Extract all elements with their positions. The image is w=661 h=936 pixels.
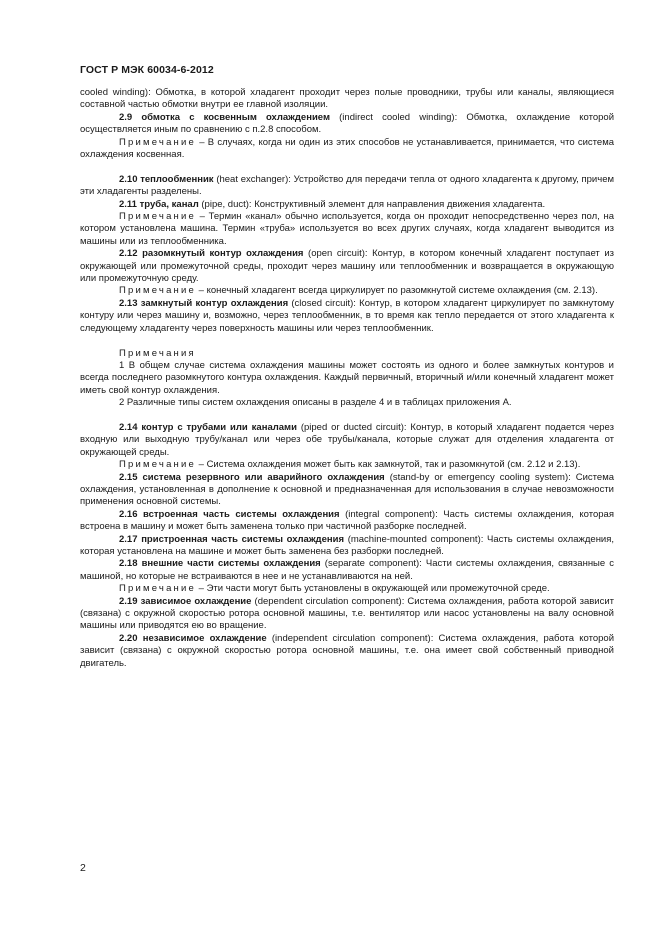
page-header: ГОСТ Р МЭК 60034-6-2012 <box>80 64 214 76</box>
definition-2-9: 2.9 обмотка с косвенным охлаждением (indirect cooled winding): Обмотка, охлаждение которой осуществляется иным по сравнению с п.2.8 способом. <box>80 111 615 136</box>
definition-2-20: 2.20 независимое охлаждение (independent circulation component): Система охлаждения, работа которой зависит (связана) с окружной скоростью ротора основной машины, т.е. она имеет свой собственный приводной двигатель. <box>80 632 615 669</box>
definition-2-19: 2.19 зависимое охлаждение (dependent circulation component): Система охлаждения, работа которой зависит (связана) с окружной скоростью ротора основной машины, т.е. вентилятор или насос установлены на валу основной машины или приводятся ею во вращение. <box>80 595 615 632</box>
term: система резервного или аварийного охлаждения <box>142 471 385 483</box>
term: контур с трубами или каналами <box>141 421 297 433</box>
note-item-1: 1 В общем случае система охлаждения машины может состоять из одного и более замкнутых контуров и всегда последнего разомкнутого контура охлаждения. Каждый первичный, вторичный и/или конечный хладагент может иметь свой контур охлаждения. <box>80 359 614 396</box>
document-body <box>80 87 614 670</box>
definition-2-16: 2.16 встроенная часть системы охлаждения (integral component): Часть системы охлаждения, которая встроена в машину и может быть заменена только при частичной разборке последней. <box>80 508 614 533</box>
definition-2-18: 2.18 внешние части системы охлаждения (separate component): Части системы охлаждения, связанные с машиной, но которые не встраиваются в нее и не устанавливаются на ней. <box>80 558 614 582</box>
term: зависимое охлаждение <box>140 595 252 607</box>
definition-2-11: 2.11 труба, канал (pipe, duct): Конструктивный элемент для направления движения хладагента. <box>119 198 546 210</box>
notes-heading: Примечания <box>119 347 196 359</box>
note-item-2: 2 Различные типы систем охлаждения описаны в разделе 4 и в таблицах приложения А. <box>119 397 512 409</box>
note-2-18: Примечание – Эти части могут быть установлены в окружающей или промежуточной среде. <box>119 583 550 595</box>
term: разомкнутый контур охлаждения <box>142 248 304 260</box>
term: внешние части системы охлаждения <box>141 558 321 570</box>
note-2-14: Примечание – Система охлаждения может быть как замкнутой, так и разомкнутой (см. 2.12 и 2.13). <box>119 459 581 471</box>
definition-2-12: 2.12 разомкнутый контур охлаждения (open circuit): Контур, в котором конечный хладагент поступает из окружающей или промежуточной среды, проходит через машину или теплообменник и возвращается в окружающую или промежуточную среду. <box>80 248 615 285</box>
definition-2-15: 2.15 система резервного или аварийного охлаждения (stand-by or emergency cooling system): Система охлаждения, установленная в дополнение к основной и предназначенная для использования в случае невозможности применения основной системы. <box>80 471 615 508</box>
note-2-9: Примечание – В случаях, когда ни один из этих способов не устанавливается, принимается, что система охлаждения косвенная. <box>80 136 615 161</box>
definition-2-17: 2.17 пристроенная часть системы охлаждения (machine-mounted component): Часть системы охлаждения, которая установлена на машине и может быть заменена без разборки последней. <box>80 533 615 557</box>
definition-2-10: 2.10 теплообменник (heat exchanger): Устройство для передачи тепла от одного хладагента к другому, причем эти хладагенты разделены. <box>80 173 615 198</box>
term: труба, канал <box>139 198 199 210</box>
term: обмотка с косвенным охлаждением <box>141 111 330 123</box>
term: теплообменник <box>140 173 214 185</box>
page-number: 2 <box>80 862 86 874</box>
term: замкнутый контур охлаждения <box>140 297 289 309</box>
term: встроенная часть системы охлаждения <box>143 508 340 520</box>
definition-2-14: 2.14 контур с трубами или каналами (piped or ducted circuit): Контур, в который хладагент подается через входную или выходную трубу/канал или через обе трубы/канала, которые служат для отделения хладагента от окружающей среды. <box>80 421 614 458</box>
paragraph-2-8-cont: cooled winding): Обмотка, в которой хладагент проходит через полые проводники, трубы или каналы, являющиеся составной частью обмотки внутри ее главной изоляции. <box>80 87 614 111</box>
note-2-11: Примечание – Термин «канал» обычно используется, когда он проходит непосредственно через пол, на котором установлена машина. Термин «труба» используется во всех других случаях, когда хладагент выводится из машины или из теплообменника. <box>80 211 614 247</box>
term: пристроенная часть системы охлаждения <box>141 533 344 545</box>
definition-2-13: 2.13 замкнутый контур охлаждения (closed circuit): Контур, в котором хладагент циркулирует по замкнутому контуру или через машину и, возможно, через теплообменник, в то время как тепло передается от этого хладагента к следующему хладагенту через поверхность машины или через теплообменник. <box>80 297 614 334</box>
term: независимое охлаждение <box>142 632 267 644</box>
note-2-12: Примечание – конечный хладагент всегда циркулирует по разомкнутой системе охлаждения (см. 2.13). <box>119 285 598 297</box>
